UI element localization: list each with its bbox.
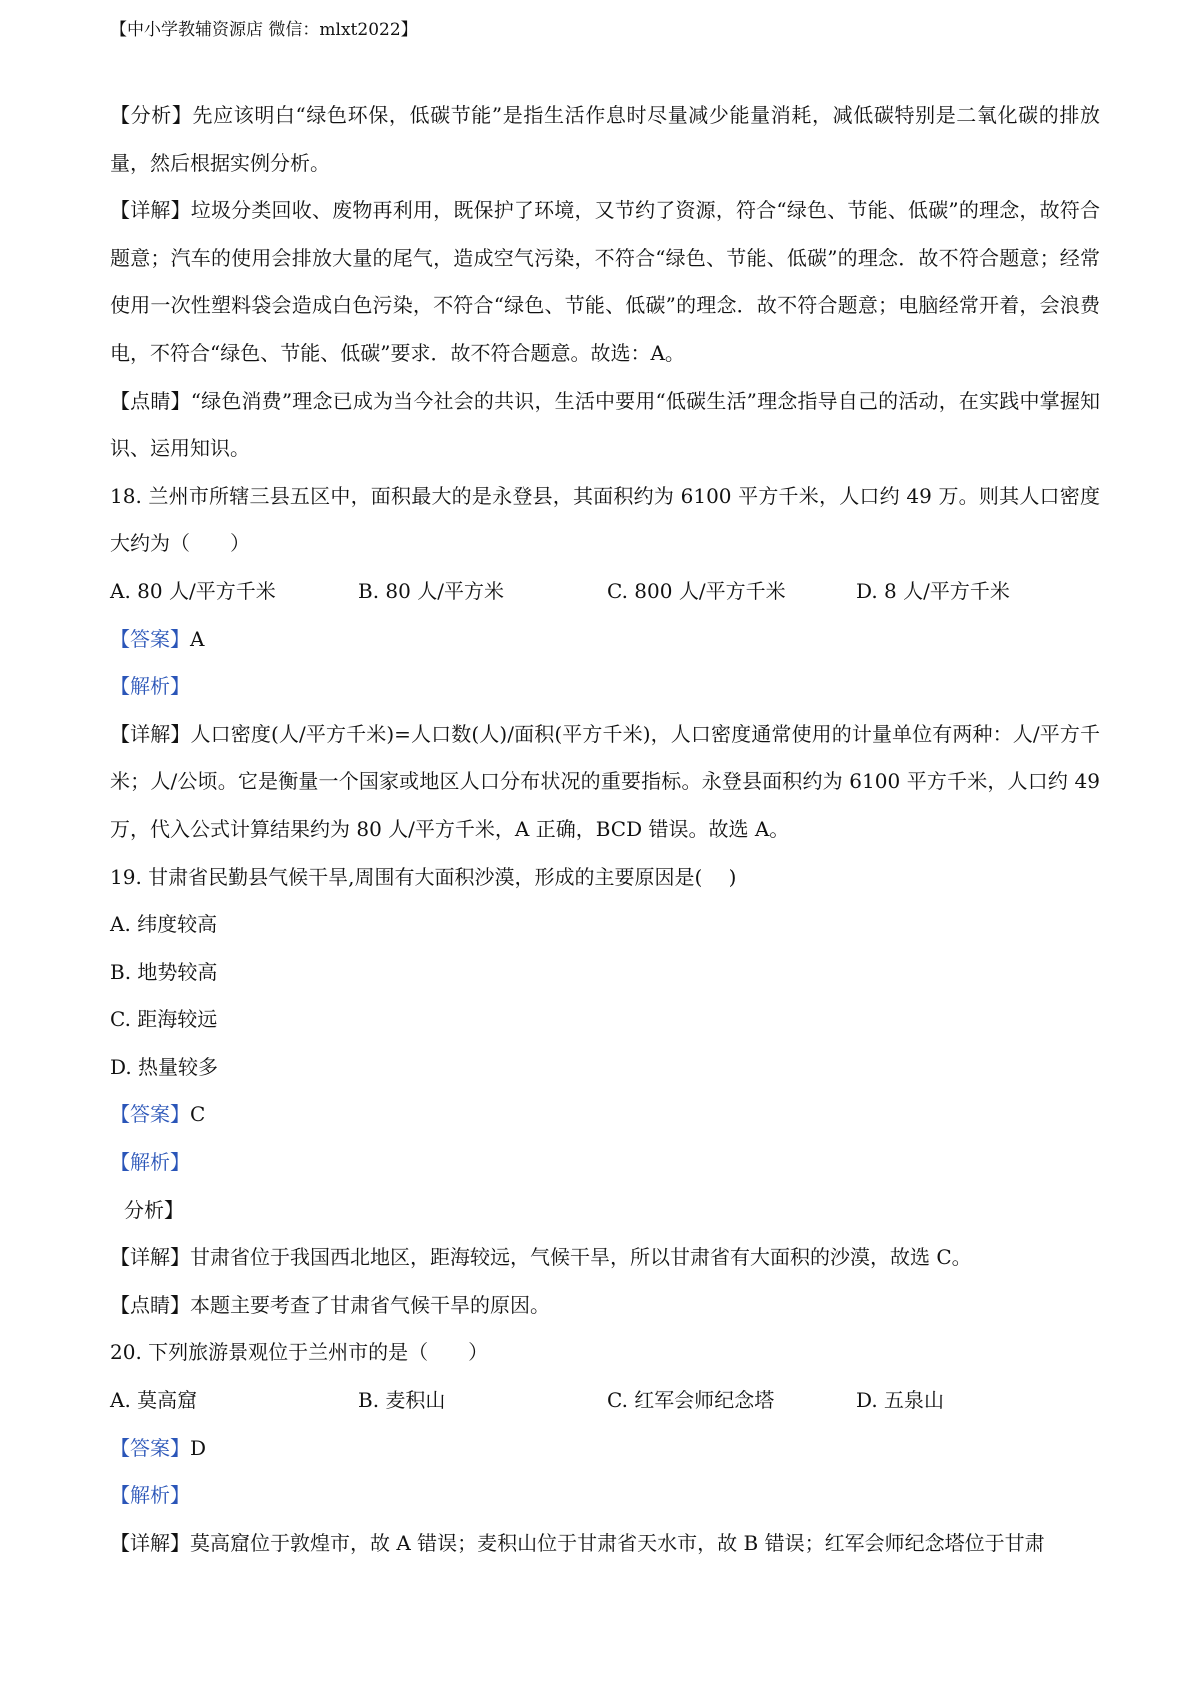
q20-detail-text: 莫高窟位于敦煌市，故 A 错误；麦积山位于甘肃省天水市，故 B 错误；红军会师纪念塔位于甘肃 — [190, 1530, 1045, 1555]
q19-option-c: C. 距海较远 — [110, 1007, 218, 1032]
q20-option-b: B. 麦积山 — [358, 1388, 446, 1413]
q17-comment — [110, 378, 1100, 473]
q17-detail — [110, 187, 1100, 377]
q20-option-d: D. 五泉山 — [856, 1388, 945, 1413]
q17-detail-text: 垃圾分类回收、废物再利用，既保护了环境，又节约了资源，符合“绿色、节能、低碳”的理念，故符合题意；汽车的使用会排放大量的尾气，造成空气污染，不符合“绿色、节能、低碳”的理念．故不符合题意；经常使用一次性塑料袋会造成白色污染，不符合“绿色、节能、低碳”的理念．故不符合题意；电脑经常开着，会浪费电，不符合“绿色、节能、低碳”要求．故不符合题意。故选：A。 — [110, 198, 1100, 365]
detail-tag: 【详解】 — [110, 1530, 190, 1555]
q20-stem: 20. 下列旅游景观位于兰州市的是（ ） — [110, 1340, 489, 1365]
q18-stem: 18. 兰州市所辖三县五区中，面积最大的是永登县，其面积约为 6100 平方千米，人口约 49 万。则其人口密度大约为（ ） — [110, 483, 1100, 556]
q19-answer-value: C — [190, 1102, 206, 1127]
q19-comment — [110, 1282, 1100, 1330]
q18-explain-tag: 【解析】 — [110, 674, 190, 699]
q18-detail-text: 人口密度(人/平方千米)=人口数(人)/面积(平方千米)，人口密度通常使用的计量单位有两种：人/平方千米；人/公顷。它是衡量一个国家或地区人口分布状况的重要指标。永登县面积约为 6100 平方千米，人口约 49 万，代入公式计算结果约为 80 人/平方千米，A 正确，BCD 错误。故选 A。 — [110, 721, 1100, 841]
q18-options — [110, 568, 1100, 616]
q20-detail — [110, 1520, 1100, 1568]
q17-comment-text: “绿色消费”理念已成为当今社会的共识，生活中要用“低碳生活”理念指导自己的活动，在实践中掌握知识、运用知识。 — [110, 388, 1100, 461]
detail-tag: 【详解】 — [110, 1245, 190, 1270]
q18-option-b: B. 80 人/平方米 — [358, 578, 504, 603]
q19-option-b: B. 地势较高 — [110, 959, 218, 984]
q19-detail — [110, 1234, 1100, 1282]
q19-option-a: A. 纬度较高 — [110, 912, 218, 937]
page-header-watermark: 【中小学教辅资源店 微信：mlxt2022】 — [110, 20, 418, 40]
q19-answer — [110, 1091, 1100, 1139]
detail-tag: 【详解】 — [110, 198, 191, 223]
q20-option-a: A. 莫高窟 — [110, 1388, 198, 1413]
q19-detail-text: 甘肃省位于我国西北地区，距海较远，气候干旱，所以甘肃省有大面积的沙漠，故选 C。 — [190, 1245, 972, 1270]
comment-tag: 【点睛】 — [110, 1292, 190, 1317]
q20-option-c: C. 红军会师纪念塔 — [607, 1388, 775, 1413]
q18-option-c: C. 800 人/平方千米 — [607, 578, 786, 603]
q19-option-d: D. 热量较多 — [110, 1054, 219, 1079]
q19-comment-text: 本题主要考查了甘肃省气候干旱的原因。 — [190, 1292, 550, 1317]
q18-answer-value: A — [190, 626, 205, 651]
q20-answer — [110, 1425, 1100, 1473]
q18-option-d: D. 8 人/平方千米 — [856, 578, 1010, 603]
q19-explain-tag: 【解析】 — [110, 1150, 190, 1175]
document-body — [110, 92, 1100, 1567]
answer-tag: 【答案】 — [110, 626, 190, 651]
detail-tag: 【详解】 — [110, 721, 191, 746]
q18-detail — [110, 711, 1100, 854]
answer-tag: 【答案】 — [110, 1102, 190, 1127]
q20-answer-value: D — [190, 1435, 207, 1460]
q18-option-a: A. 80 人/平方千米 — [110, 578, 276, 603]
answer-tag: 【答案】 — [110, 1435, 190, 1460]
q19-analysis-partial: 分析】 — [124, 1197, 184, 1222]
q19-stem: 19. 甘肃省民勤县气候干旱,周围有大面积沙漠，形成的主要原因是( ) — [110, 864, 737, 889]
analysis-tag: 【分析】 — [110, 103, 193, 127]
q17-analysis — [110, 92, 1100, 187]
q20-explain-tag: 【解析】 — [110, 1483, 190, 1508]
q20-options — [110, 1377, 1100, 1425]
comment-tag: 【点睛】 — [110, 388, 191, 413]
q17-analysis-text: 先应该明白“绿色环保，低碳节能”是指生活作息时尽量减少能量消耗，减低碳特别是二氧化碳的排放量，然后根据实例分析。 — [110, 103, 1101, 175]
q18-answer — [110, 616, 1100, 664]
